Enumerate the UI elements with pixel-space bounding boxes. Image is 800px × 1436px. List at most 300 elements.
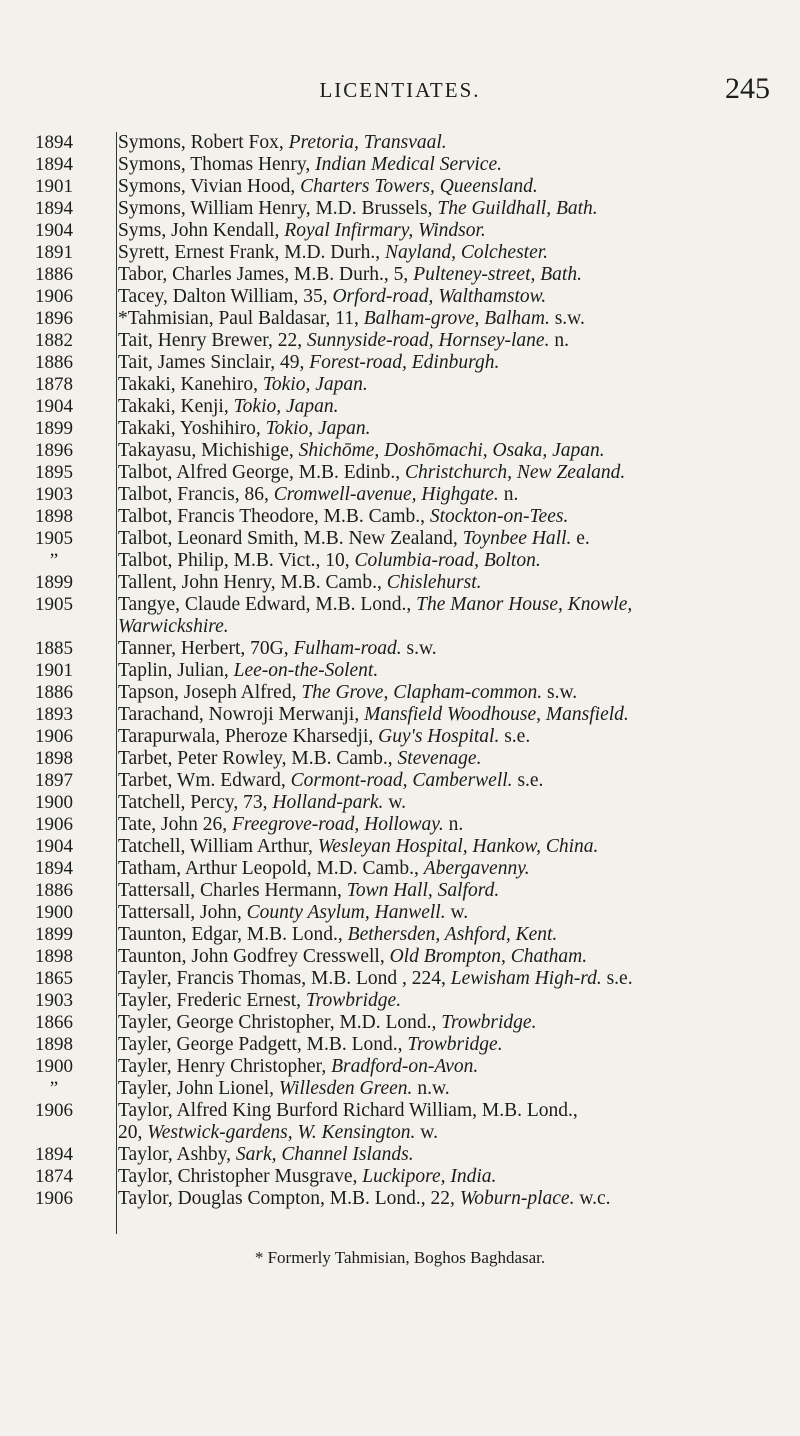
entry-cont-address: Westwick-gardens, W. Kensington. bbox=[147, 1122, 416, 1143]
entry-district: e. bbox=[571, 528, 590, 549]
entry-line bbox=[118, 880, 499, 901]
entry-year: 1899 bbox=[35, 418, 73, 439]
entry-line bbox=[118, 814, 463, 835]
entry-text bbox=[100, 990, 762, 1012]
entry-line bbox=[118, 286, 546, 307]
entry-line bbox=[118, 396, 339, 417]
entry-address: Cromwell-avenue, Highgate. bbox=[273, 484, 499, 505]
entry-year: 1906 bbox=[35, 814, 73, 835]
entry-address: Columbia-road, Bolton. bbox=[354, 550, 541, 571]
entry-name: Tate, John 26, bbox=[118, 814, 232, 835]
entry-name: Tatham, Arthur Leopold, M.D. Camb., bbox=[118, 858, 424, 879]
entry-year: 1886 bbox=[35, 682, 73, 703]
entry-year: 1904 bbox=[35, 220, 73, 241]
entry-address: Lewisham High-rd. bbox=[450, 968, 602, 989]
entry-address: Chislehurst. bbox=[386, 572, 482, 593]
page-number: 245 bbox=[725, 72, 770, 105]
entry-text bbox=[100, 1012, 762, 1034]
entry-cont-district: w. bbox=[415, 1122, 438, 1143]
list-item bbox=[0, 814, 800, 836]
list-item bbox=[0, 462, 800, 484]
list-item bbox=[0, 440, 800, 462]
entry-text bbox=[100, 264, 762, 286]
entry-name: Symons, Vivian Hood, bbox=[118, 176, 301, 197]
entry-text bbox=[100, 220, 762, 242]
entry-text bbox=[100, 1188, 762, 1210]
entry-text bbox=[100, 154, 762, 176]
entry-text bbox=[100, 1100, 762, 1144]
entry-text bbox=[100, 726, 762, 748]
entry-name: Taunton, Edgar, M.B. Lond., bbox=[118, 924, 348, 945]
entry-name: Talbot, Francis Theodore, M.B. Camb., bbox=[118, 506, 430, 527]
list-item bbox=[0, 1078, 800, 1100]
entry-text bbox=[100, 242, 762, 264]
entry-year: 1906 bbox=[35, 286, 73, 307]
entry-line bbox=[118, 1100, 578, 1121]
entry-text bbox=[100, 418, 762, 440]
list-item bbox=[0, 286, 800, 308]
entry-year: 1865 bbox=[35, 968, 73, 989]
entry-year: 1906 bbox=[35, 1188, 73, 1209]
entry-year: ” bbox=[49, 1078, 59, 1099]
entry-text bbox=[100, 1078, 762, 1100]
entry-line bbox=[118, 902, 468, 923]
entry-name: Syms, John Kendall, bbox=[118, 220, 285, 241]
entry-address: Wesleyan Hospital, Hankow, China. bbox=[317, 836, 599, 857]
entry-address: Freegrove-road, Holloway. bbox=[232, 814, 444, 835]
entry-text bbox=[100, 572, 762, 594]
entry-name: Tait, Henry Brewer, 22, bbox=[118, 330, 308, 351]
list-item bbox=[0, 704, 800, 726]
entry-line bbox=[118, 506, 568, 527]
entry-year: 1901 bbox=[35, 660, 73, 681]
list-item bbox=[0, 198, 800, 220]
list-item bbox=[0, 748, 800, 770]
list-item bbox=[0, 1100, 800, 1144]
entry-year: 1894 bbox=[35, 198, 73, 219]
entry-text bbox=[100, 528, 762, 550]
entry-name: Tarachand, Nowroji Merwanji, bbox=[118, 704, 365, 725]
licentiate-list bbox=[0, 132, 800, 1210]
entry-name: Taplin, Julian, bbox=[118, 660, 234, 681]
entry-name: Tarbet, Peter Rowley, M.B. Camb., bbox=[118, 748, 398, 769]
entry-year: 1878 bbox=[35, 374, 73, 395]
entry-line bbox=[118, 594, 632, 615]
entry-line bbox=[118, 1056, 478, 1077]
entry-district: w. bbox=[445, 902, 469, 923]
entry-address: Tokio, Japan. bbox=[265, 418, 371, 439]
entry-text bbox=[100, 924, 762, 946]
entry-text bbox=[100, 506, 762, 528]
list-item bbox=[0, 660, 800, 682]
entry-name: Talbot, Leonard Smith, M.B. New Zealand, bbox=[118, 528, 463, 549]
entry-text bbox=[100, 176, 762, 198]
list-item bbox=[0, 1056, 800, 1078]
entry-year: 1900 bbox=[35, 792, 73, 813]
entry-text bbox=[100, 660, 762, 682]
entry-year: 1866 bbox=[35, 1012, 73, 1033]
entry-text bbox=[100, 594, 762, 638]
list-item bbox=[0, 968, 800, 990]
entry-name: Takaki, Kenji, bbox=[118, 396, 234, 417]
entry-line bbox=[118, 440, 605, 461]
entry-name: Takayasu, Michishige, bbox=[118, 440, 299, 461]
list-item bbox=[0, 308, 800, 330]
entry-name: Tayler, Henry Christopher, bbox=[118, 1056, 332, 1077]
entry-address: Trowbridge. bbox=[305, 990, 402, 1011]
list-item bbox=[0, 858, 800, 880]
entry-address: Cormont-road, Camberwell. bbox=[290, 770, 513, 791]
entry-address: Abergavenny. bbox=[423, 858, 530, 879]
entry-line bbox=[118, 462, 625, 483]
entry-text bbox=[100, 462, 762, 484]
entry-year: 1899 bbox=[35, 572, 73, 593]
list-item bbox=[0, 594, 800, 638]
entry-name: Talbot, Alfred George, M.B. Edinb., bbox=[118, 462, 405, 483]
entry-address: Balham-grove, Balham. bbox=[363, 308, 550, 329]
entry-year: 1904 bbox=[35, 836, 73, 857]
entry-district: n. bbox=[443, 814, 464, 835]
entry-name: Tattersall, Charles Hermann, bbox=[118, 880, 347, 901]
entry-name: Symons, William Henry, M.D. Brussels, bbox=[118, 198, 438, 219]
entry-year: 1896 bbox=[35, 308, 73, 329]
list-item bbox=[0, 176, 800, 198]
entry-line bbox=[118, 660, 378, 681]
entry-text bbox=[100, 814, 762, 836]
entry-text bbox=[100, 1144, 762, 1166]
entry-year: 1898 bbox=[35, 1034, 73, 1055]
entry-district: s.w. bbox=[549, 308, 585, 329]
list-item bbox=[0, 1166, 800, 1188]
entry-address: Guy's Hospital. bbox=[378, 726, 500, 747]
entry-name: Tangye, Claude Edward, M.B. Lond., bbox=[118, 594, 417, 615]
entry-address: Tokio, Japan. bbox=[262, 374, 368, 395]
entry-name: Tayler, Frederic Ernest, bbox=[118, 990, 306, 1011]
list-item bbox=[0, 1144, 800, 1166]
entry-address: Nayland, Colchester. bbox=[385, 242, 549, 263]
entry-district: w.c. bbox=[574, 1188, 611, 1209]
entry-name: Symons, Robert Fox, bbox=[118, 132, 289, 153]
entry-line bbox=[118, 638, 437, 659]
entry-year: 1894 bbox=[35, 154, 73, 175]
entry-text bbox=[100, 550, 762, 572]
entry-line bbox=[118, 572, 482, 593]
list-item bbox=[0, 1034, 800, 1056]
entry-line bbox=[118, 418, 371, 439]
entry-line bbox=[118, 352, 499, 373]
entry-text bbox=[100, 352, 762, 374]
entry-name: Tait, James Sinclair, 49, bbox=[118, 352, 310, 373]
entry-address: The Grove, Clapham-common. bbox=[301, 682, 543, 703]
entry-address: County Asylum, Hanwell. bbox=[246, 902, 446, 923]
entry-line bbox=[118, 374, 368, 395]
entry-address: Lee-on-the-Solent. bbox=[233, 660, 379, 681]
list-item bbox=[0, 528, 800, 550]
entry-year: 1906 bbox=[35, 726, 73, 747]
list-item bbox=[0, 484, 800, 506]
entry-line bbox=[118, 946, 587, 967]
entry-address: Bradford-on-Avon. bbox=[331, 1056, 479, 1077]
list-item bbox=[0, 242, 800, 264]
entry-name: Symons, Thomas Henry, bbox=[118, 154, 316, 175]
entry-text bbox=[100, 682, 762, 704]
entry-name: Tanner, Herbert, 70G, bbox=[118, 638, 294, 659]
entry-address: Mansfield Woodhouse, Mansfield. bbox=[364, 704, 629, 725]
list-item bbox=[0, 924, 800, 946]
entry-name: Tayler, George Padgett, M.B. Lond., bbox=[118, 1034, 408, 1055]
entry-cont-address: Warwickshire. bbox=[118, 616, 229, 637]
entry-year: 1896 bbox=[35, 440, 73, 461]
entry-text bbox=[100, 198, 762, 220]
entry-text bbox=[100, 792, 762, 814]
entry-address: Shichōme, Doshōmachi, Osaka, Japan. bbox=[298, 440, 605, 461]
entry-district: s.e. bbox=[601, 968, 633, 989]
list-item bbox=[0, 1188, 800, 1210]
entry-name: Tacey, Dalton William, 35, bbox=[118, 286, 333, 307]
entry-name: Takaki, Yoshihiro, bbox=[118, 418, 266, 439]
entry-year: 1895 bbox=[35, 462, 73, 483]
entry-year: 1891 bbox=[35, 242, 73, 263]
entry-name: Taunton, John Godfrey Cresswell, bbox=[118, 946, 390, 967]
list-item bbox=[0, 264, 800, 286]
entry-year: 1886 bbox=[35, 264, 73, 285]
entry-address: Christchurch, New Zealand. bbox=[404, 462, 626, 483]
entry-line bbox=[118, 704, 629, 725]
entry-text bbox=[100, 1166, 762, 1188]
entry-district: s.e. bbox=[512, 770, 544, 791]
entry-year: 1898 bbox=[35, 748, 73, 769]
entry-address: Toynbee Hall. bbox=[462, 528, 572, 549]
entry-name: Tallent, John Henry, M.B. Camb., bbox=[118, 572, 387, 593]
entry-line bbox=[118, 1188, 611, 1209]
entry-continuation bbox=[118, 616, 762, 638]
entry-name: Talbot, Francis, 86, bbox=[118, 484, 274, 505]
entry-address: Pulteney-street, Bath. bbox=[413, 264, 582, 285]
entry-year: 1898 bbox=[35, 506, 73, 527]
entry-name: *Tahmisian, Paul Baldasar, 11, bbox=[118, 308, 364, 329]
entry-name: Tayler, John Lionel, bbox=[118, 1078, 279, 1099]
entry-line bbox=[118, 1166, 496, 1187]
entry-text bbox=[100, 374, 762, 396]
list-item bbox=[0, 154, 800, 176]
entry-text bbox=[100, 968, 762, 990]
entry-address: Charters Towers, Queensland. bbox=[300, 176, 538, 197]
entry-year: 1901 bbox=[35, 176, 73, 197]
entry-address: Town Hall, Salford. bbox=[346, 880, 500, 901]
list-item bbox=[0, 132, 800, 154]
entry-name: Tatchell, Percy, 73, bbox=[118, 792, 273, 813]
entry-year: 1894 bbox=[35, 132, 73, 153]
entry-text bbox=[100, 770, 762, 792]
entry-address: Pretoria, Transvaal. bbox=[288, 132, 447, 153]
entry-year: ” bbox=[49, 550, 59, 571]
list-item bbox=[0, 396, 800, 418]
entry-line bbox=[118, 770, 543, 791]
entry-text bbox=[100, 132, 762, 154]
list-item bbox=[0, 1012, 800, 1034]
entry-address: Woburn-place. bbox=[459, 1188, 575, 1209]
entry-name: Takaki, Kanehiro, bbox=[118, 374, 263, 395]
entry-text bbox=[100, 330, 762, 352]
entry-name: Tabor, Charles James, M.B. Durh., 5, bbox=[118, 264, 414, 285]
entry-text bbox=[100, 946, 762, 968]
list-item bbox=[0, 330, 800, 352]
entry-line bbox=[118, 330, 569, 351]
list-item bbox=[0, 506, 800, 528]
entry-line bbox=[118, 990, 401, 1011]
list-item bbox=[0, 550, 800, 572]
entry-name: Taylor, Douglas Compton, M.B. Lond., 22, bbox=[118, 1188, 460, 1209]
entry-district: w. bbox=[383, 792, 407, 813]
entry-name: Taylor, Christopher Musgrave, bbox=[118, 1166, 363, 1187]
list-item bbox=[0, 880, 800, 902]
entry-year: 1900 bbox=[35, 902, 73, 923]
entry-district: s.w. bbox=[401, 638, 437, 659]
entry-address: Stockton-on-Tees. bbox=[429, 506, 569, 527]
entry-line bbox=[118, 176, 538, 197]
entry-year: 1882 bbox=[35, 330, 73, 351]
entry-line bbox=[118, 968, 633, 989]
entry-line bbox=[118, 198, 598, 219]
entry-address: Fulham-road. bbox=[293, 638, 402, 659]
entry-line bbox=[118, 308, 585, 329]
entry-name: Talbot, Philip, M.B. Vict., 10, bbox=[118, 550, 355, 571]
entry-year: 1886 bbox=[35, 880, 73, 901]
entry-district: s.e. bbox=[499, 726, 531, 747]
entry-cont-number: 20, bbox=[118, 1122, 148, 1143]
entry-name: Tatchell, William Arthur, bbox=[118, 836, 318, 857]
list-item bbox=[0, 836, 800, 858]
entry-name: Tayler, Francis Thomas, M.B. Lond , 224, bbox=[118, 968, 451, 989]
entry-year: 1900 bbox=[35, 1056, 73, 1077]
entry-district: n. bbox=[498, 484, 519, 505]
entry-year: 1899 bbox=[35, 924, 73, 945]
list-item bbox=[0, 418, 800, 440]
entry-line bbox=[118, 726, 530, 747]
entry-address: Old Brompton, Chatham. bbox=[389, 946, 588, 967]
list-item bbox=[0, 990, 800, 1012]
list-item bbox=[0, 770, 800, 792]
entry-address: Sark, Channel Islands. bbox=[235, 1144, 414, 1165]
entry-line bbox=[118, 682, 577, 703]
entry-year: 1905 bbox=[35, 528, 73, 549]
entry-line bbox=[118, 132, 447, 153]
entry-address: Stevenage. bbox=[397, 748, 482, 769]
entry-year: 1903 bbox=[35, 990, 73, 1011]
list-item bbox=[0, 572, 800, 594]
entry-district: s.w. bbox=[542, 682, 578, 703]
entry-line bbox=[118, 220, 486, 241]
entry-text bbox=[100, 308, 762, 330]
entry-year: 1898 bbox=[35, 946, 73, 967]
entry-text bbox=[100, 748, 762, 770]
entry-year: 1904 bbox=[35, 396, 73, 417]
footnote: * Formerly Tahmisian, Boghos Baghdasar. bbox=[254, 1248, 546, 1267]
entry-year: 1894 bbox=[35, 858, 73, 879]
list-item bbox=[0, 638, 800, 660]
list-item bbox=[0, 352, 800, 374]
entry-text bbox=[100, 704, 762, 726]
entry-year: 1903 bbox=[35, 484, 73, 505]
entry-text bbox=[100, 1056, 762, 1078]
entry-name: Tattersall, John, bbox=[118, 902, 247, 923]
running-title: LICENTIATES. bbox=[319, 78, 481, 102]
list-item bbox=[0, 902, 800, 924]
entry-address: Sunnyside-road, Hornsey-lane. bbox=[307, 330, 550, 351]
entry-address: Luckipore, India. bbox=[362, 1166, 497, 1187]
entry-text bbox=[100, 440, 762, 462]
entry-name: Tarbet, Wm. Edward, bbox=[118, 770, 291, 791]
entry-line bbox=[118, 484, 518, 505]
entry-address: Bethersden, Ashford, Kent. bbox=[347, 924, 558, 945]
entry-year: 1897 bbox=[35, 770, 73, 791]
entry-year: 1894 bbox=[35, 1144, 73, 1165]
entry-address: Trowbridge. bbox=[407, 1034, 503, 1055]
entry-line bbox=[118, 792, 406, 813]
entry-address: Forest-road, Edinburgh. bbox=[309, 352, 500, 373]
entry-line bbox=[118, 1078, 450, 1099]
entry-name: Tarapurwala, Pheroze Kharsedji, bbox=[118, 726, 379, 747]
entry-text bbox=[100, 858, 762, 880]
entry-address: Holland-park. bbox=[272, 792, 384, 813]
entry-line bbox=[118, 264, 582, 285]
entry-line bbox=[118, 1012, 536, 1033]
entry-text bbox=[100, 286, 762, 308]
entry-year: 1874 bbox=[35, 1166, 73, 1187]
list-item bbox=[0, 946, 800, 968]
entry-text bbox=[100, 836, 762, 858]
entry-address: Trowbridge. bbox=[441, 1012, 537, 1033]
page-header bbox=[0, 72, 800, 118]
entry-address: Orford-road, Walthamstow. bbox=[332, 286, 547, 307]
entry-name: Tapson, Joseph Alfred, bbox=[118, 682, 302, 703]
entry-line bbox=[118, 836, 598, 857]
entry-address: Tokio, Japan. bbox=[233, 396, 339, 417]
entry-district: n. bbox=[549, 330, 569, 351]
entry-address: The Manor House, Knowle, bbox=[416, 594, 633, 615]
entry-line bbox=[118, 924, 557, 945]
entry-line bbox=[118, 550, 541, 571]
entry-text bbox=[100, 1034, 762, 1056]
entry-name: Tayler, George Christopher, M.D. Lond., bbox=[118, 1012, 442, 1033]
entry-year: 1885 bbox=[35, 638, 73, 659]
entry-name: Taylor, Alfred King Burford Richard William, M.B. Lond., bbox=[118, 1100, 578, 1121]
entry-line bbox=[118, 748, 481, 769]
entry-line bbox=[118, 1034, 503, 1055]
entry-line bbox=[118, 1144, 414, 1165]
entry-text bbox=[100, 484, 762, 506]
entry-text bbox=[100, 396, 762, 418]
entry-year: 1886 bbox=[35, 352, 73, 373]
entry-year: 1893 bbox=[35, 704, 73, 725]
list-item bbox=[0, 726, 800, 748]
entry-text bbox=[100, 902, 762, 924]
entry-line bbox=[118, 528, 590, 549]
list-item bbox=[0, 792, 800, 814]
entry-continuation bbox=[118, 1122, 762, 1144]
entry-name: Taylor, Ashby, bbox=[118, 1144, 236, 1165]
list-item bbox=[0, 374, 800, 396]
entry-address: Royal Infirmary, Windsor. bbox=[284, 220, 486, 241]
entry-line bbox=[118, 242, 548, 263]
entry-line bbox=[118, 858, 530, 879]
entry-year: 1906 bbox=[35, 1100, 73, 1121]
entry-district: n.w. bbox=[412, 1078, 450, 1099]
list-item bbox=[0, 220, 800, 242]
entry-line bbox=[118, 154, 502, 175]
entry-name: Syrett, Ernest Frank, M.D. Durh., bbox=[118, 242, 386, 263]
entry-text bbox=[100, 638, 762, 660]
